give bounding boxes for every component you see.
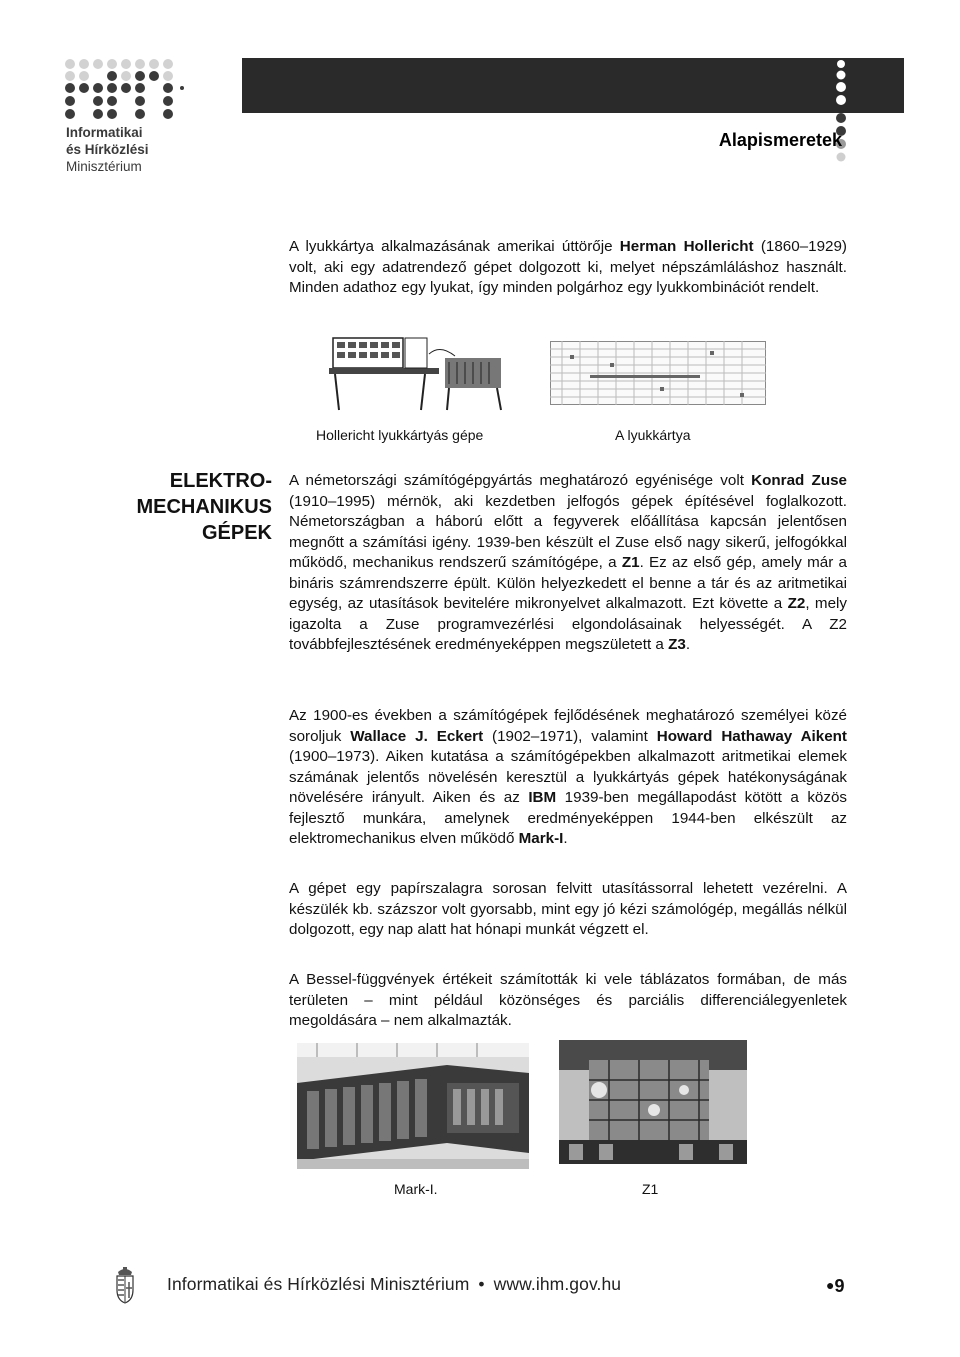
figure1-caption-right: A lyukkártya — [615, 427, 691, 443]
page-bullet-icon: ● — [826, 1277, 835, 1293]
bessel-paragraph — [289, 970, 847, 1032]
figure2-caption-right: Z1 — [642, 1181, 659, 1197]
section-title: Alapismeretek — [718, 130, 842, 150]
para2-text-3: (1900–1973). Aiken kutatása a számítógépekben alkalmazott aritmetikai elemek számának jelentős növelésén keresztül a lyukkártyás gépek hatékonyságának növelésére irányult. Aiken és az — [289, 748, 847, 806]
logo-wordmark — [66, 124, 149, 175]
intro-text: A lyukkártya alkalmazásának amerikai úttörője — [289, 238, 620, 255]
zuse-paragraph — [289, 471, 847, 656]
z1-photo — [559, 1040, 747, 1164]
intro-text-2: (1860–1929) volt, aki egy adatrendező gépet dolgozott ki, melyet népszámláláshoz használt. Minden adathoz egy lyukat, így minden polgárhoz egy lyukkombinációt rendelt. — [289, 238, 847, 296]
para4-text: A Bessel-függvények értékeit számították ki vele táblázatos formában, de más területen – mint például közönséges és parciális differenciálegyenletek megoldására – nem alkalmazták. — [289, 971, 847, 1029]
figure1-caption-left: Hollericht lyukkártyás gépe — [316, 427, 484, 443]
para1-text-1: A németországi számítógépgyártás meghatározó egyénisége volt — [289, 472, 752, 489]
para1-bold-3: Z2 — [787, 595, 806, 612]
mark-i-photo — [297, 1043, 529, 1169]
para2-text-4: 1939-ben megállapodást kötött a közös fejlesztő munkára, amelynek eredményeképpen 1944-ben elkészült az elektromechanikus elven működő — [289, 789, 847, 847]
page-number-value: 9 — [834, 1276, 845, 1296]
intro-name: Herman Hollericht — [619, 238, 754, 255]
hollerith-machine-illustration — [325, 334, 525, 412]
intro-paragraph — [289, 237, 847, 299]
para2-text-2: (1902–1971), valamint — [483, 727, 657, 745]
logo-line-3: Minisztérium — [66, 159, 142, 174]
para1-bold-2: Z1 — [621, 554, 640, 571]
logo-line-1: Informatikai — [66, 125, 143, 140]
para1-text-2: (1910–1995) mérnök, aki kezdetben jelfogós gépek építésével foglalkozott. Németországban a háború előtt a fegyverek előállítása kapcsán jelentősen megnőtt a számítási igény. 1939-ben készült el Zuse első nagy sikerű, jelfogókkal működő, mechanikus rendszerű számítógépe, a — [289, 492, 847, 571]
para1-text-4: , mely igazolta a Zuse programvezérlési elgondolásainak helyességét. A Z2 továbbfejlesztésének eredményeképpen megszületett a — [289, 595, 848, 653]
hungarian-coat-of-arms-icon — [113, 1266, 137, 1304]
para2-bold-1: Wallace J. Eckert — [350, 727, 484, 745]
para1-bold-1: Konrad Zuse — [751, 472, 847, 489]
side-heading-line-1: ELEKTRO- — [169, 470, 272, 492]
para2-bold-3: IBM — [528, 789, 557, 806]
para1-text-3: . Ez az első gép, amely már a bináris számrendszerre épült. Külön helyezkedett el benne a tár és az aritmetikai egység, az utasítások bevitelére mikronyelvet alkalmazott. Ezt követte a — [289, 554, 847, 612]
aiken-paragraph — [289, 706, 847, 850]
side-heading — [100, 468, 272, 546]
para1-bold-4: Z3 — [668, 636, 686, 653]
side-heading-line-2: MECHANIKUS — [136, 496, 272, 518]
side-heading-line-3: GÉPEK — [201, 522, 272, 544]
para2-bold-2: Howard Hathaway Aikent — [656, 727, 847, 745]
punched-card-illustration — [550, 341, 766, 405]
footer-bullet: • — [478, 1274, 485, 1294]
ihm-logo-icon — [64, 58, 184, 120]
figure2-caption-left: Mark-I. — [394, 1181, 438, 1197]
logo-line-2: és Hírközlési — [66, 142, 149, 157]
para2-text-5: . — [563, 830, 568, 847]
para3-text: A gépet egy papírszalagra sorosan felvitt utasítássorral lehetett vezérelni. A készülék kb. százszor volt gyorsabb, mint egy jó kézi számológép, megállás nélkül dolgozott, egy nap alatt hat hónapi munkát végzett el. — [289, 880, 847, 938]
mark1-paragraph — [289, 879, 847, 941]
para1-text-5: . — [685, 636, 691, 653]
footer — [167, 1274, 621, 1295]
page-number — [826, 1276, 844, 1297]
footer-ministry: Informatikai és Hírközlési Minisztérium — [167, 1274, 470, 1294]
footer-url[interactable]: www.ihm.gov.hu — [493, 1274, 622, 1294]
header-dot-column-icon — [832, 58, 850, 168]
para2-text-1: Az 1900-es években a számítógépek fejlődésének meghatározó személyei közé soroljuk — [289, 707, 847, 745]
para2-bold-4: Mark-I — [518, 830, 564, 847]
header-bar — [242, 58, 904, 113]
